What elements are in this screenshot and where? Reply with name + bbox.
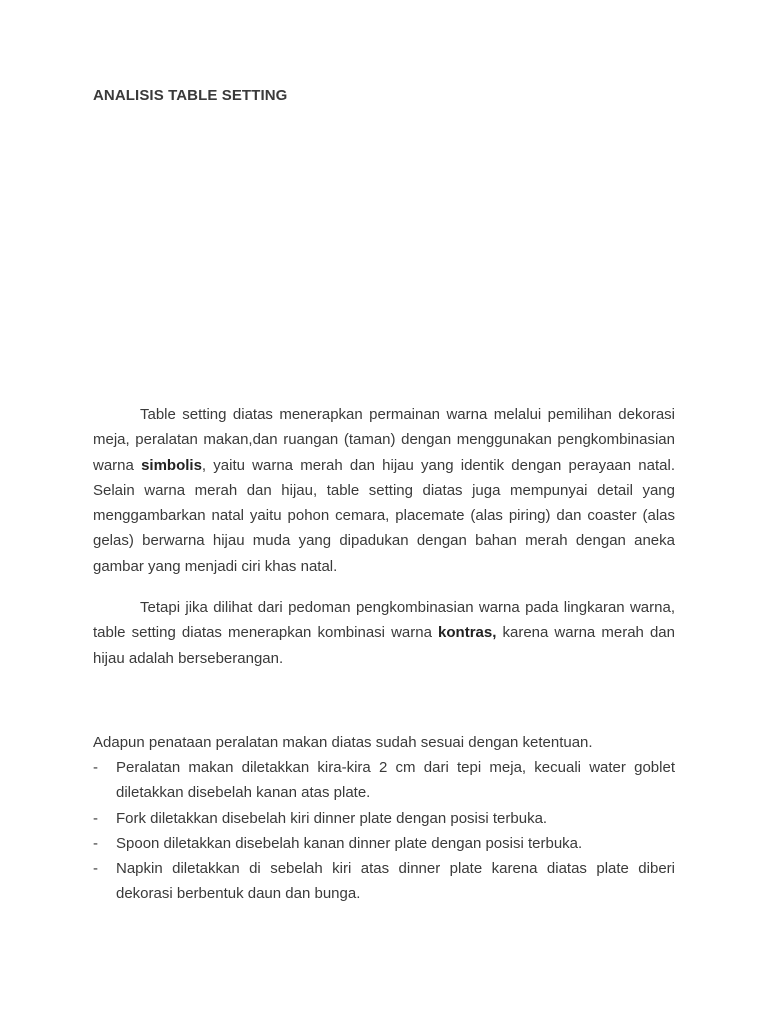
list-intro: Adapun penataan peralatan makan diatas sudah sesuai dengan ketentuan.	[93, 734, 593, 751]
list-item	[93, 755, 675, 806]
arrangement-list	[93, 755, 675, 907]
list-item	[93, 806, 675, 831]
paragraph-1	[93, 402, 675, 579]
paragraph-2-text-end: karena warna merah dan hijau adalah berseberangan.	[93, 624, 675, 667]
paragraph-2-text-start: Tetapi jika dilihat dari pedoman pengkombinasian warna pada lingkaran warna, table setting diatas menerapkan kombinasi warna	[93, 599, 675, 642]
list-bullet: -	[93, 834, 98, 852]
list-item-text: Napkin diletakkan di sebelah kiri atas dinner plate karena diatas plate diberi dekorasi berbentuk daun dan bunga.	[116, 860, 675, 903]
list-item-text: Fork diletakkan disebelah kiri dinner plate dengan posisi terbuka.	[116, 809, 548, 827]
paragraph-1-text-start: Table setting diatas menerapkan permainan warna melalui pemilihan dekorasi meja, peralatan makan,dan ruangan (taman) dengan menggunakan pengkombinasian warna	[93, 406, 675, 474]
document-title: ANALISIS TABLE SETTING	[93, 87, 288, 104]
paragraph-1-bold-term: simbolis	[141, 456, 202, 474]
paragraph-2	[93, 595, 675, 671]
list-item-text: Peralatan makan diletakkan kira-kira 2 cm dari tepi meja, kecuali water goblet diletakkan disebelah kanan atas plate.	[116, 759, 675, 802]
paragraph-2-bold-term: kontras,	[438, 624, 497, 642]
list-bullet: -	[93, 809, 98, 827]
list-bullet: -	[93, 759, 98, 776]
paragraph-1-text-end: , yaitu warna merah dan hijau yang identik dengan perayaan natal. Selain warna merah dan hijau, table setting diatas juga mempunyai detail yang menggambarkan natal yaitu pohon cemara, placemate (alas piring) dan coaster (alas gelas) berwarna hijau muda yang dipadukan dengan bahan merah dengan aneka gambar yang menjadi ciri khas natal.	[93, 456, 675, 575]
list-item	[93, 831, 675, 856]
list-bullet: -	[93, 860, 98, 878]
list-item-text: Spoon diletakkan disebelah kanan dinner plate dengan posisi terbuka.	[116, 834, 583, 852]
list-item	[93, 856, 675, 907]
